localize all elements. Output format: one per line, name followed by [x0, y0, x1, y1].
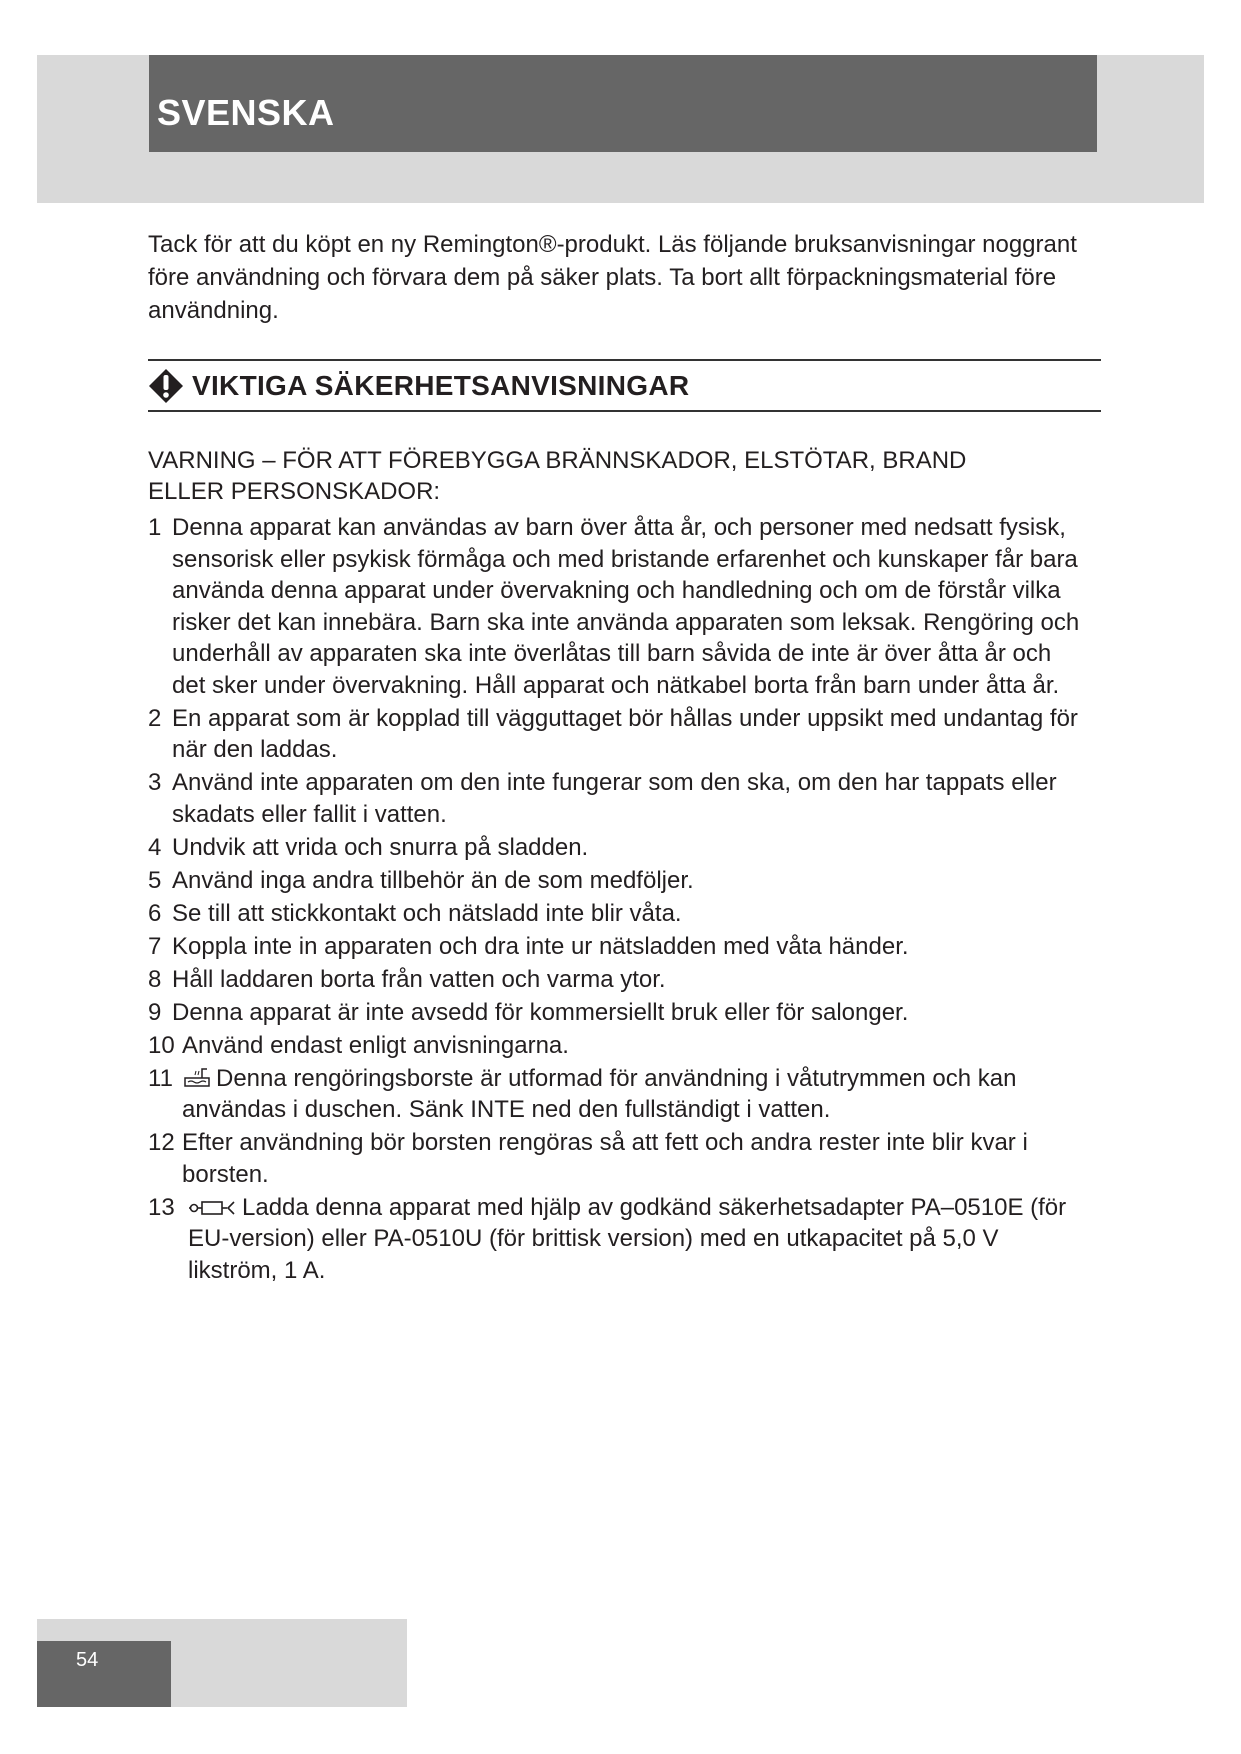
list-item — [148, 1063, 1088, 1126]
item-text: Ladda denna apparat med hjälp av godkänd säkerhetsadapter PA–0510E (för EU-version) eller PA-0510U (för brittisk version) med en utkapacitet på 5,0 V likström, 1 A. — [188, 1193, 1067, 1284]
list-item — [148, 1192, 1088, 1287]
item-text: Undvik att vrida och snurra på sladden. — [172, 833, 589, 861]
item-number: 3 — [148, 769, 162, 796]
item-number: 1 — [148, 514, 162, 541]
list-item — [148, 931, 1088, 963]
section-title: VIKTIGA SÄKERHETSANVISNINGAR — [192, 370, 690, 401]
item-text: Använd inga andra tillbehör än de som medföljer. — [172, 866, 694, 894]
footer-page-box — [37, 1641, 171, 1707]
item-number: 12 — [148, 1129, 175, 1156]
item-number: 13 — [148, 1193, 175, 1221]
item-text-wrap — [188, 1192, 1088, 1287]
section-rule-bottom — [148, 410, 1101, 412]
item-text: Använd inte apparaten om den inte fungerar som den ska, om den har tappats eller skadats eller fallit i vatten. — [172, 769, 1057, 828]
page-number: 54 — [76, 1649, 99, 1671]
item-text: Denna apparat kan användas av barn över åtta år, och personer med nedsatt fysisk, sensorisk eller psykisk förmåga och med bristande erfarenhet och kunskaper får bara använda denna apparat under övervakning och handledning och om de förstår vilka risker det kan innebära. Barn ska inte använda apparaten som leksak. Rengöring och underhåll av apparaten ska inte överlåtas till barn såvida de inte är över åtta år och det sker under övervakning. Håll apparat och nätkabel borta från barn under åtta år. — [172, 514, 1080, 699]
list-item — [148, 767, 1088, 830]
list-item — [148, 703, 1088, 766]
item-number: 2 — [148, 704, 162, 732]
item-text: Se till att stickkontakt och nätsladd inte blir våta. — [172, 899, 682, 927]
item-number: 4 — [148, 833, 162, 861]
list-item — [148, 1127, 1088, 1190]
item-number: 9 — [148, 998, 162, 1026]
item-text-wrap — [182, 1063, 1088, 1126]
item-number: 8 — [148, 965, 162, 993]
item-number: 6 — [148, 899, 162, 927]
item-number: 11 — [148, 1064, 173, 1092]
adapter-icon — [188, 1197, 238, 1219]
section-rule-top — [148, 359, 1101, 361]
list-item — [148, 997, 1088, 1029]
item-text: Håll laddaren borta från vatten och varma ytor. — [172, 965, 666, 993]
instruction-list — [148, 512, 1088, 1288]
item-text: Efter användning bör borsten rengöras så att fett och andra rester inte blir kvar i borsten. — [182, 1129, 1028, 1188]
list-item — [148, 1030, 1088, 1062]
warning-text: VARNING – FÖR ATT FÖREBYGGA BRÄNNSKADOR, ELSTÖTAR, BRAND ELLER PERSONSKADOR: — [148, 447, 967, 505]
item-text: En apparat som är kopplad till vägguttaget bör hållas under uppsikt med undantag för när den laddas. — [172, 704, 1078, 763]
item-number: 7 — [148, 932, 162, 960]
item-number: 5 — [148, 866, 162, 894]
warning-icon — [148, 368, 184, 404]
shower-icon — [182, 1066, 212, 1090]
item-text: Denna apparat är inte avsedd för kommersiellt bruk eller för salonger. — [172, 998, 909, 1026]
item-text: Använd endast enligt anvisningarna. — [182, 1031, 569, 1059]
list-item — [148, 964, 1088, 996]
intro-paragraph: Tack för att du köpt en ny Remington®-produkt. Läs följande bruksanvisningar noggrant före användning och förvara dem på säker plats. Ta bort allt förpackningsmaterial före användning. — [148, 231, 1077, 324]
list-item — [148, 865, 1088, 897]
item-text: Denna rengöringsborste är utformad för användning i våtutrymmen och kan användas i duschen. Sänk INTE ned den fullständigt i vatten. — [182, 1064, 1017, 1123]
section-heading — [148, 368, 689, 404]
item-text: Koppla inte in apparaten och dra inte ur nätsladden med våta händer. — [172, 932, 909, 960]
page-title: SVENSKA — [157, 92, 335, 133]
list-item — [148, 898, 1088, 930]
list-item — [148, 832, 1088, 864]
item-number: 10 — [148, 1031, 175, 1059]
list-item — [148, 512, 1088, 701]
